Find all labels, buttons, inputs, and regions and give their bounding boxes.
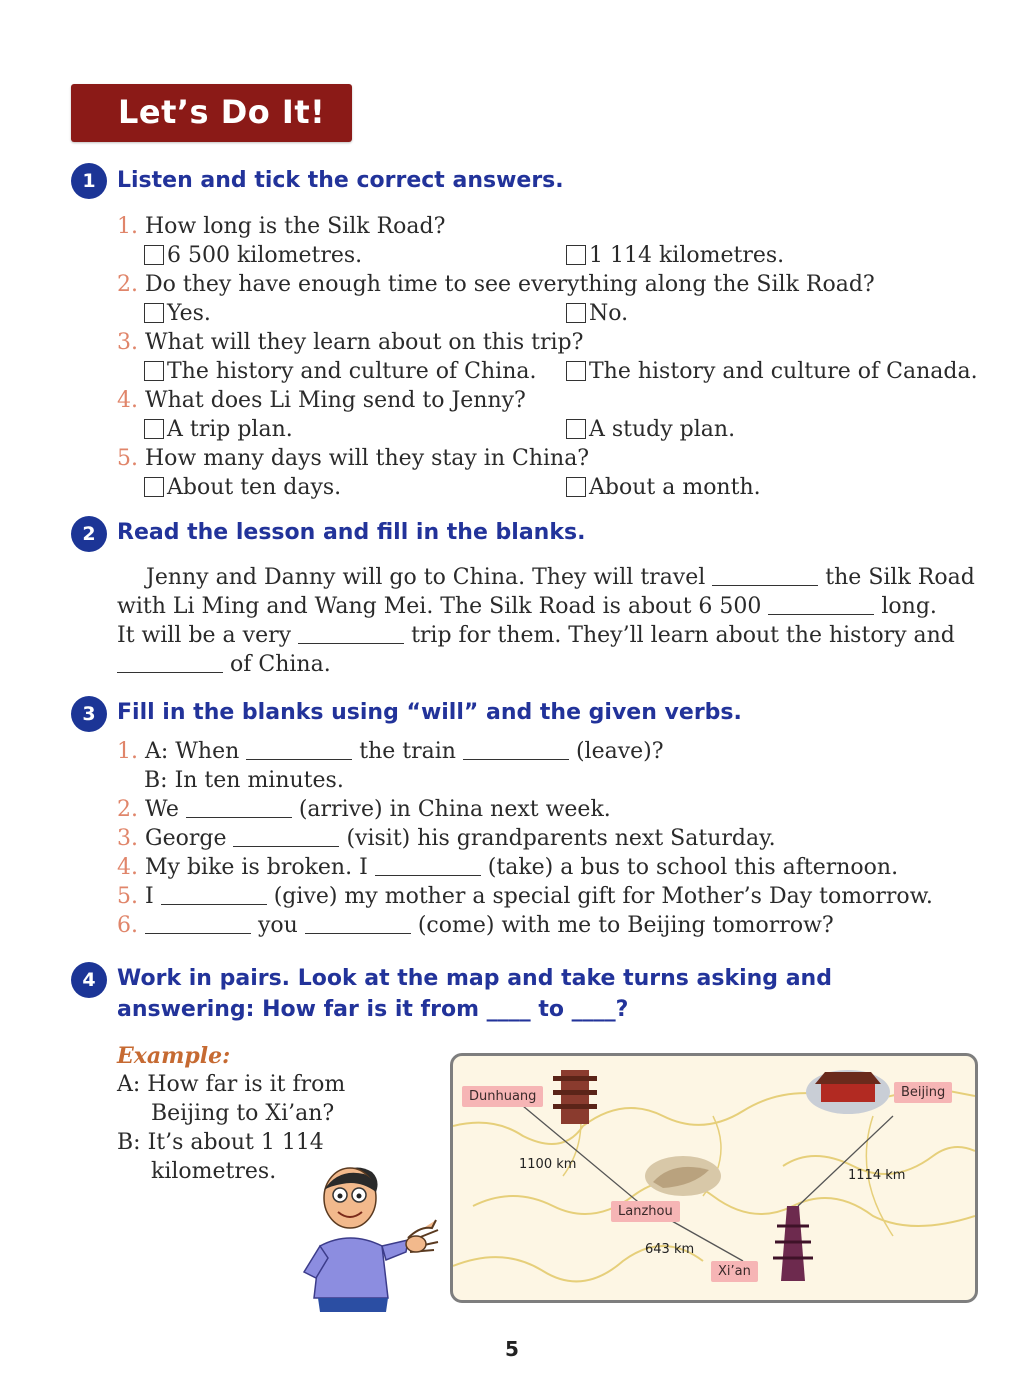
exercise-6 [117,912,834,940]
blank-field[interactable] [186,799,292,818]
option-5a[interactable] [144,474,341,502]
passage-text: the Silk Road [825,565,975,590]
exercise-1 [117,738,664,766]
page-number: 5 [505,1337,519,1361]
example-label: Example: [117,1043,231,1069]
checkbox[interactable] [144,361,164,381]
banner-title: Let’s Do It! [118,93,326,131]
question-text: Do they have enough time to see everything along the Silk Road? [145,272,875,297]
blank-field[interactable] [768,596,874,615]
section-1-title: Listen and tick the correct answers. [117,168,564,193]
question-1 [117,213,445,241]
exercise-1-answer: B: In ten minutes. [144,768,344,793]
city-label-dunhuang: Dunhuang [462,1086,543,1107]
exercise-3 [117,825,776,853]
distance-label-dunhuang-lanzhou: 1100 km [519,1157,577,1172]
option-3b[interactable] [566,358,978,386]
example-line-1: A: How far is it from [117,1072,346,1097]
distance-label-lanzhou-xian: 643 km [645,1242,695,1257]
passage-line-4 [117,651,331,679]
passage-text: of China. [230,652,331,677]
example-line-4: kilometres. [151,1159,277,1184]
blank-field[interactable] [463,741,569,760]
section-4-title-line-2: answering: How far is it from ____ to ____? [117,997,629,1022]
exercise-number: 6. [117,913,138,938]
question-3 [117,329,583,357]
question-number: 2. [117,272,138,297]
distance-label-beijing-xian: 1114 km [848,1168,906,1183]
exercise-text: (give) my mother a special gift for Mother’s Day tomorrow. [273,884,933,909]
lets-do-it-banner [71,84,352,142]
exercise-number: 3. [117,826,138,851]
blank-field[interactable] [233,828,339,847]
blank-field[interactable] [305,915,411,934]
city-label-lanzhou: Lanzhou [611,1201,680,1222]
checkbox[interactable] [566,361,586,381]
question-5 [117,445,589,473]
passage-text: long. [881,594,937,619]
example-line-2: Beijing to Xi’an? [151,1101,335,1126]
passage-text: trip for them. They’ll learn about the history and [411,623,955,648]
blank-field[interactable] [246,741,352,760]
question-number: 4. [117,388,138,413]
passage-line-1 [146,564,975,592]
exercise-text: A: When [145,739,240,764]
checkbox[interactable] [566,245,586,265]
question-text: What will they learn about on this trip? [145,330,584,355]
question-text: How long is the Silk Road? [145,214,446,239]
question-number: 5. [117,446,138,471]
option-text: 6 500 kilometres. [167,243,363,268]
passage-text: It will be a very [117,623,292,648]
silk-road-map [450,1053,978,1303]
option-text: A study plan. [589,417,736,442]
option-text: 1 114 kilometres. [589,243,785,268]
section-4-number: 4 [71,962,107,998]
exercise-5 [117,883,933,911]
blank-field[interactable] [145,915,251,934]
exercise-text: (come) with me to Beijing tomorrow? [417,913,834,938]
checkbox[interactable] [144,303,164,323]
option-4b[interactable] [566,416,735,444]
passage-line-3 [117,622,955,650]
question-number: 1. [117,214,138,239]
blank-field[interactable] [712,567,818,586]
passage-text: with Li Ming and Wang Mei. The Silk Road is about 6 500 [117,594,762,619]
question-number: 3. [117,330,138,355]
exercise-number: 5. [117,884,138,909]
option-text: The history and culture of China. [167,359,537,384]
exercise-2 [117,796,611,824]
exercise-text: the train [359,739,456,764]
option-text: Yes. [167,301,211,326]
section-4-title-line-1: Work in pairs. Look at the map and take turns asking and [117,966,832,991]
boy-illustration [290,1150,450,1315]
exercise-number: 4. [117,855,138,880]
checkbox[interactable] [144,477,164,497]
exercise-text: I [145,884,154,909]
exercise-number: 2. [117,797,138,822]
city-label-xian: Xi’an [711,1261,758,1282]
checkbox[interactable] [566,303,586,323]
checkbox[interactable] [144,419,164,439]
passage-line-2 [117,593,937,621]
exercise-text: My bike is broken. I [145,855,368,880]
section-3-title: Fill in the blanks using “will” and the given verbs. [117,700,742,725]
section-1-number: 1 [71,163,107,199]
example-line-3: B: It’s about 1 114 [117,1130,324,1155]
checkbox[interactable] [144,245,164,265]
exercise-text: (leave)? [575,739,664,764]
section-2-number: 2 [71,516,107,552]
exercise-text: George [145,826,227,851]
option-2a[interactable] [144,300,211,328]
option-text: A trip plan. [167,417,293,442]
exercise-text: We [145,797,179,822]
option-text: No. [589,301,629,326]
question-text: What does Li Ming send to Jenny? [145,388,526,413]
exercise-number: 1. [117,739,138,764]
question-4 [117,387,526,415]
exercise-text: (arrive) in China next week. [298,797,611,822]
exercise-text: (visit) his grandparents next Saturday. [346,826,776,851]
option-1b[interactable] [566,242,784,270]
exercise-text: (take) a bus to school this afternoon. [487,855,899,880]
option-text: About a month. [589,475,761,500]
blank-field[interactable] [298,625,404,644]
exercise-text: you [258,913,298,938]
option-text: The history and culture of Canada. [589,359,978,384]
option-2b[interactable] [566,300,628,328]
option-text: About ten days. [167,475,342,500]
blank-field[interactable] [375,857,481,876]
exercise-4 [117,854,898,882]
section-2-title: Read the lesson and fill in the blanks. [117,520,586,545]
question-text: How many days will they stay in China? [145,446,590,471]
checkbox[interactable] [566,419,586,439]
section-3-number: 3 [71,696,107,732]
blank-field[interactable] [161,886,267,905]
passage-text: Jenny and Danny will go to China. They will travel [146,565,706,590]
option-3a[interactable] [144,358,537,386]
option-4a[interactable] [144,416,293,444]
option-1a[interactable] [144,242,362,270]
blank-field[interactable] [117,654,223,673]
question-2 [117,271,875,299]
option-5b[interactable] [566,474,761,502]
city-label-beijing: Beijing [894,1082,952,1103]
checkbox[interactable] [566,477,586,497]
